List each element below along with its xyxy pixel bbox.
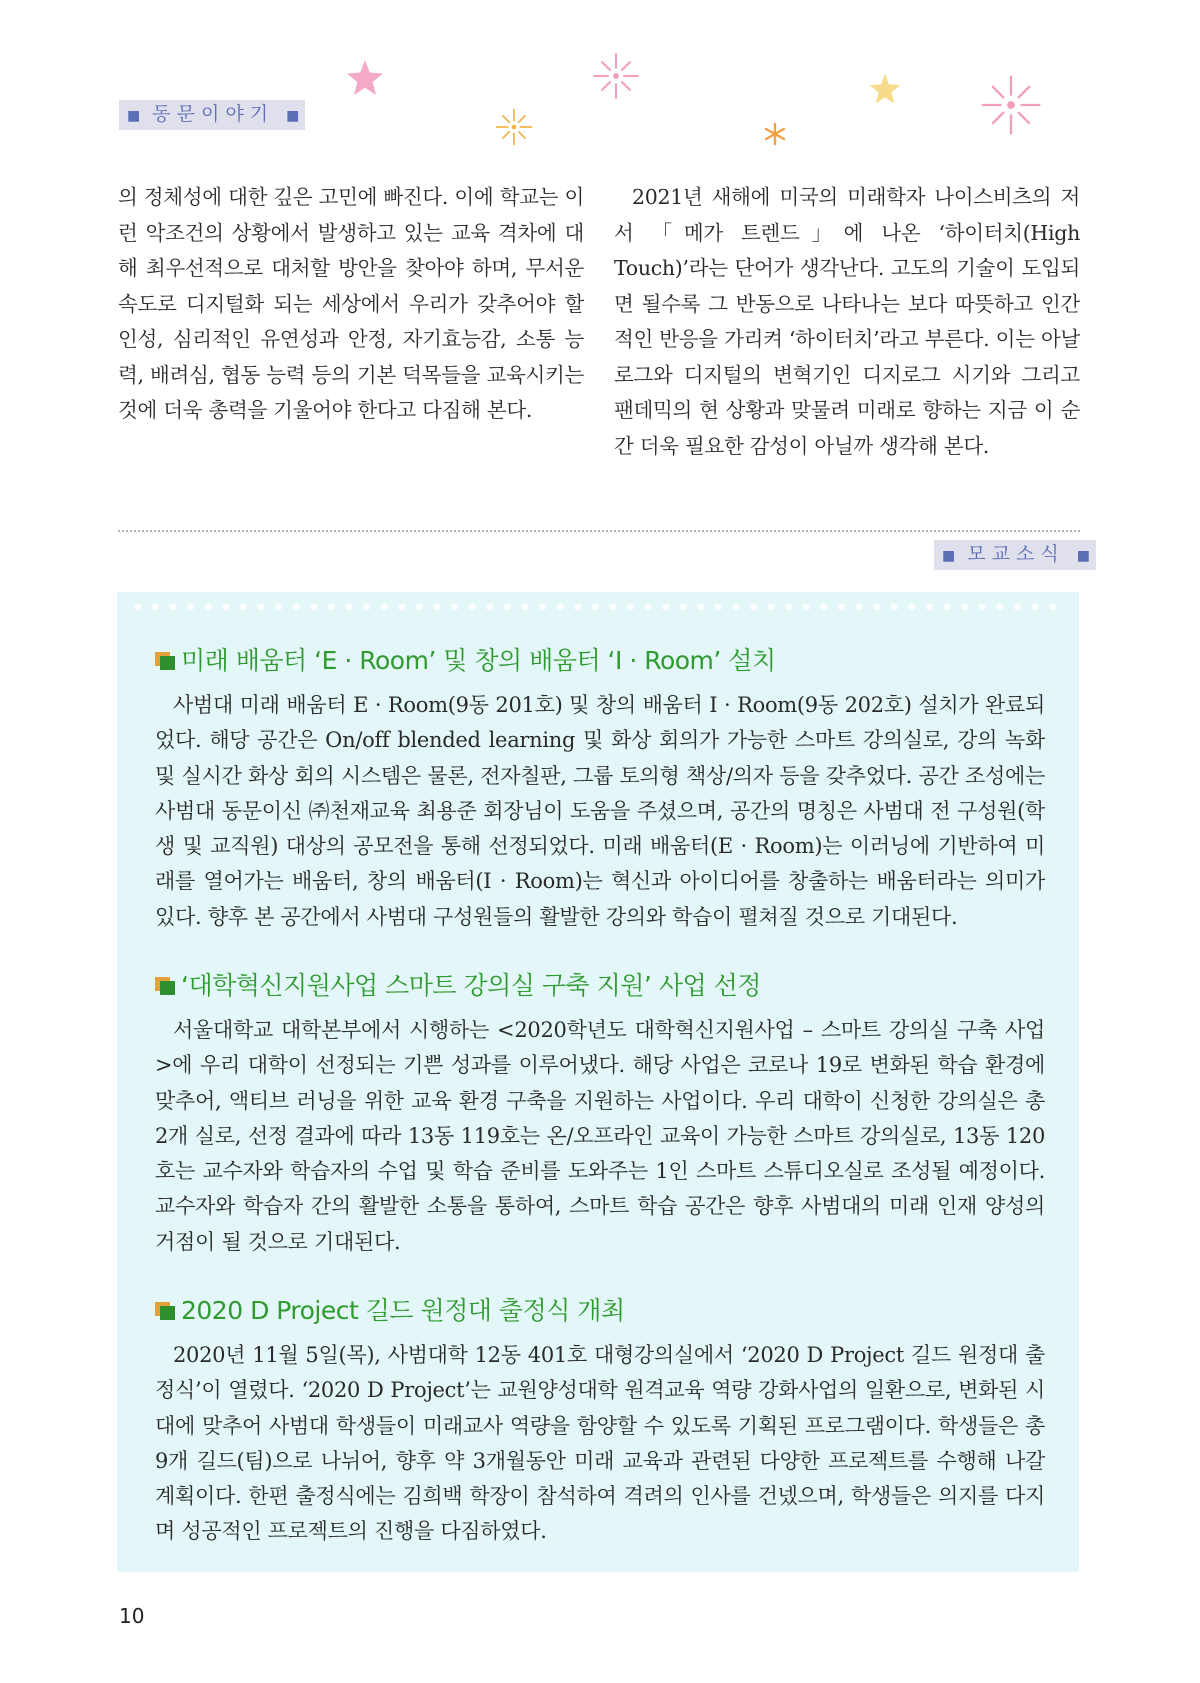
news-item	[155, 969, 1045, 1260]
news-title-text: 2020 D Project 길드 원정대 출정식 개최	[181, 1296, 625, 1325]
news-title-text: ‘대학혁신지원사업 스마트 강의실 구축 지원’ 사업 선정	[181, 971, 761, 1000]
asterisk-icon	[763, 122, 787, 146]
article-right-column	[614, 180, 1080, 464]
news-body: 서울대학교 대학본부에서 시행하는 <2020학년도 대학혁신지원사업 – 스마트 강의실 구축 사업>에 우리 대학이 선정되는 기쁜 성과를 이루어냈다. 해당 사업은 코로나 19로 변화된 학습 환경에 맞추어, 액티브 러닝을 위한 교육 환경 구축을 지원하는 사업이다. 우리 대학이 신청한 강의실은 총 2개 실로, 선정 결과에 따라 13동 119호는 온/오프라인 교육이 가능한 스마트 강의실로, 13동 120호는 교수자와 학습자의 수업 및 학습 준비를 도와주는 1인 스마트 스튜디오실로 조성될 예정이다. 교수자와 학습자 간의 활발한 소통을 통하여, 스마트 학습 공간은 향후 사범대의 미래 인재 양성의 거점이 될 것으로 기대된다.	[155, 1018, 1045, 1254]
section-tag-alumni	[119, 100, 305, 130]
left-column-paragraph: 의 정체성에 대한 깊은 고민에 빠진다. 이에 학교는 이런 악조건의 상황에서 발생하고 있는 교육 격차에 대해 최우선적으로 대처할 방안을 찾아야 하며, 무서운 속도로 디지털화 되는 세상에서 우리가 갖추어야 할 인성, 심리적인 유연성과 안정, 자기효능감, 소통 능력, 배려심, 협동 능력 등의 기본 덕목들을 교육시키는 것에 더욱 총력을 기울어야 한다고 다짐해 본다.	[118, 185, 584, 422]
section-divider	[118, 530, 1080, 532]
news-item	[155, 644, 1045, 935]
news-body: 2020년 11월 5일(목), 사범대학 12동 401호 대형강의실에서 ‘2020 D Project 길드 원정대 출정식’이 열렸다. ‘2020 D Project’는 교원양성대학 원격교육 역량 강화사업의 일환으로, 변화된 시대에 맞추어 사범대 학생들이 미래교사 역량을 함양할 수 있도록 기획된 프로그램이다. 학생들은 총 9개 길드(팀)으로 나뉘어, 향후 약 3개월동안 미래 교육과 관련된 다양한 프로젝트를 수행해 나갈 계획이다. 한편 출정식에는 김희백 학장이 참석하여 격려의 인사를 건넸으며, 학생들은 의지를 다지며 성공적인 프로젝트의 진행을 다짐하였다.	[155, 1343, 1045, 1544]
square-bullet-icon	[155, 1302, 175, 1320]
news-title	[155, 644, 1045, 678]
section-marker-right: ■	[286, 108, 300, 124]
square-bullet-icon	[155, 652, 175, 670]
sparkle-icon	[495, 108, 533, 146]
section-tag-label: 모교소식	[967, 543, 1065, 565]
article-left-column	[118, 180, 584, 429]
yellow-star-icon	[868, 72, 902, 106]
section-marker-left: ■	[127, 108, 141, 124]
news-title-text: 미래 배움터 ‘E · Room’ 및 창의 배움터 ‘I · Room’ 설치	[181, 646, 776, 675]
news-item	[155, 1294, 1045, 1550]
page-number: 10	[119, 1604, 145, 1628]
news-title	[155, 969, 1045, 1003]
school-news-box	[117, 592, 1079, 1572]
sparkle-icon	[592, 52, 640, 100]
section-marker-left: ■	[942, 548, 956, 564]
sparkle-icon	[980, 74, 1042, 136]
dotted-border	[129, 603, 1067, 611]
section-marker-right: ■	[1076, 548, 1090, 564]
right-column-paragraph: 2021년 새해에 미국의 미래학자 나이스비츠의 저서 「메가 트렌드」에 나온 ‘하이터치(High Touch)’라는 단어가 생각난다. 고도의 기술이 도입되면 될수록 그 반동으로 나타나는 보다 따뜻하고 인간적인 반응을 가리켜 ‘하이터치’라고 부른다. 이는 아날로그와 디지털의 변혁기인 디지로그 시기와 그리고 팬데믹의 현 상황과 맞물려 미래로 향하는 지금 이 순간 더욱 필요한 감성이 아닐까 생각해 본다.	[614, 185, 1080, 458]
news-title	[155, 1294, 1045, 1328]
news-body: 사범대 미래 배움터 E · Room(9동 201호) 및 창의 배움터 I · Room(9동 202호) 설치가 완료되었다. 해당 공간은 On/off blended learning 및 화상 회의가 가능한 스마트 강의실로, 강의 녹화 및 실시간 화상 회의 시스템은 물론, 전자칠판, 그룹 토의형 책상/의자 등을 갖추었다. 공간 조성에는 사범대 동문이신 ㈜천재교육 최용준 회장님이 도움을 주셨으며, 공간의 명칭은 사범대 전 구성원(학생 및 교직원) 대상의 공모전을 통해 선정되었다. 미래 배움터(E · Room)는 이러닝에 기반하여 미래를 열어가는 배움터, 창의 배움터(I · Room)는 혁신과 아이디어를 창출하는 배움터라는 의미가 있다. 향후 본 공간에서 사범대 구성원들의 활발한 강의와 학습이 펼쳐질 것으로 기대된다.	[155, 693, 1045, 929]
square-bullet-icon	[155, 977, 175, 995]
section-tag-label: 동문이야기	[152, 103, 275, 125]
pink-star-icon	[345, 58, 385, 98]
section-tag-school-news	[934, 540, 1096, 570]
